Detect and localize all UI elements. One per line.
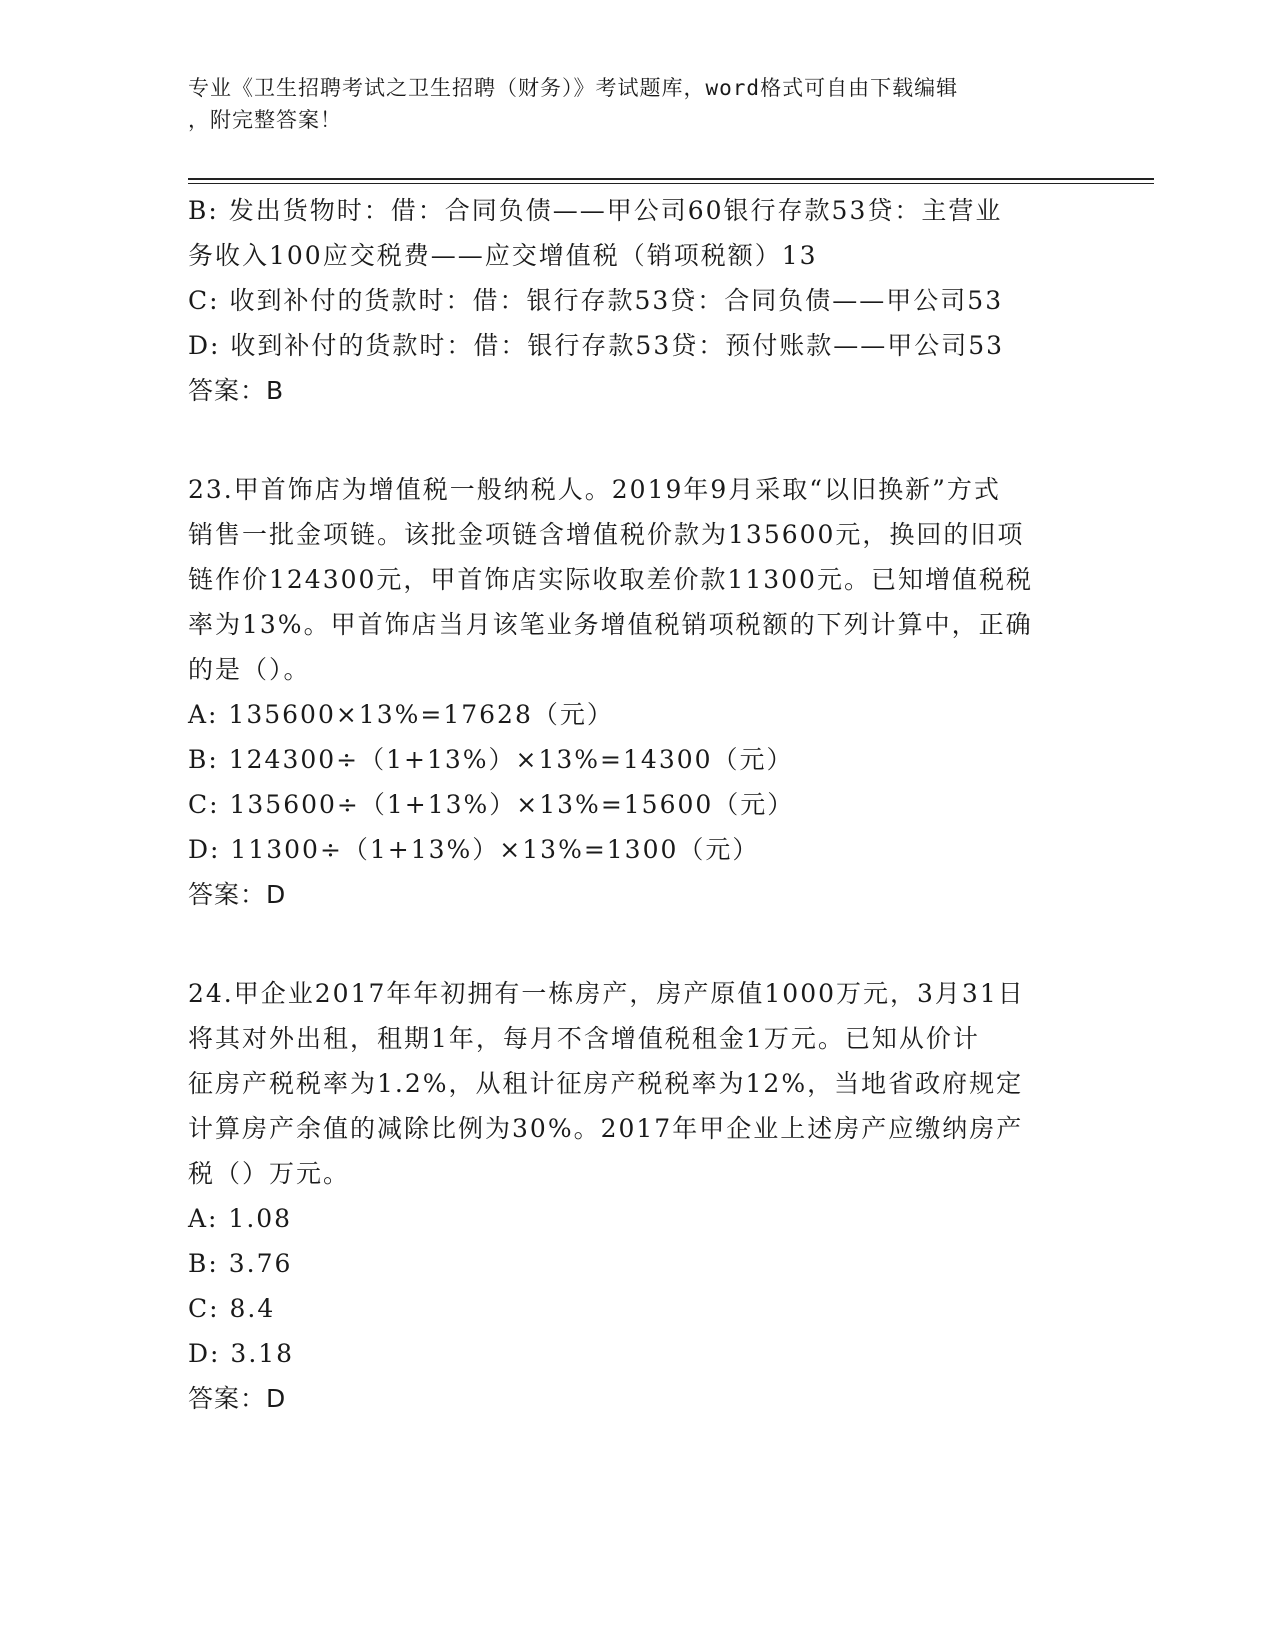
question-content [188, 188, 1088, 1421]
q24-stem-line: 税（）万元。 [188, 1159, 351, 1188]
q23-stem-line: 销售一批金项链。该批金项链含增值税价款为135600元，换回的旧项 [188, 520, 1025, 549]
q24-stem-line: 将其对外出租，租期1年，每月不含增值税租金1万元。已知从价计 [188, 1024, 980, 1053]
q24-answer: 答案：D [188, 1384, 287, 1413]
q24-option-d: D: 3.18 [188, 1339, 295, 1368]
question-22 [188, 188, 1088, 413]
spacer [188, 413, 1088, 467]
q22-option-d: D: 收到补付的货款时：借：银行存款53贷：预付账款——甲公司53 [188, 331, 1005, 360]
q24-stem-line: 24.甲企业2017年年初拥有一栋房产，房产原值1000万元，3月31日 [188, 979, 1025, 1008]
header-divider-thin [188, 183, 1154, 184]
q22-option-b-line-2: 务收入100应交税费——应交增值税（销项税额）13 [188, 241, 818, 270]
question-23 [188, 467, 1088, 917]
q23-stem-line: 率为13%。甲首饰店当月该笔业务增值税销项税额的下列计算中，正确 [188, 610, 1033, 639]
q23-stem-line: 的是（）。 [188, 655, 311, 684]
q23-option-a: A: 135600×13%=17628（元） [188, 700, 614, 729]
q24-stem-line: 征房产税税率为1.2%，从租计征房产税税率为12%，当地省政府规定 [188, 1069, 1024, 1098]
header-divider-thick [188, 178, 1154, 180]
question-24 [188, 971, 1088, 1421]
q24-option-c: C: 8.4 [188, 1294, 276, 1323]
spacer [188, 917, 1088, 971]
q23-stem-line: 链作价124300元，甲首饰店实际收取差价款11300元。已知增值税税 [188, 565, 1033, 594]
header-line-2: ，附完整答案！ [188, 108, 342, 132]
q24-option-b: B: 3.76 [188, 1249, 293, 1278]
q22-answer: 答案：B [188, 376, 285, 405]
header-line-1: 专业《卫生招聘考试之卫生招聘（财务）》考试题库，word格式可自由下载编辑 [188, 76, 959, 100]
q23-option-d: D: 11300÷（1+13%）×13%=1300（元） [188, 835, 760, 864]
q22-option-c: C: 收到补付的货款时：借：银行存款53贷：合同负债——甲公司53 [188, 286, 1004, 315]
q23-stem-line: 23.甲首饰店为增值税一般纳税人。2019年9月采取“以旧换新”方式 [188, 475, 1001, 504]
q24-option-a: A: 1.08 [188, 1204, 293, 1233]
q24-stem-line: 计算房产余值的减除比例为30%。2017年甲企业上述房产应缴纳房产 [188, 1114, 1024, 1143]
q23-answer: 答案：D [188, 880, 287, 909]
q23-option-c: C: 135600÷（1+13%）×13%=15600（元） [188, 790, 795, 819]
q22-option-b-line-1: B: 发出货物时：借：合同负债——甲公司60银行存款53贷：主营业 [188, 196, 1003, 225]
document-header [188, 72, 1088, 136]
q23-option-b: B: 124300÷（1+13%）×13%=14300（元） [188, 745, 794, 774]
